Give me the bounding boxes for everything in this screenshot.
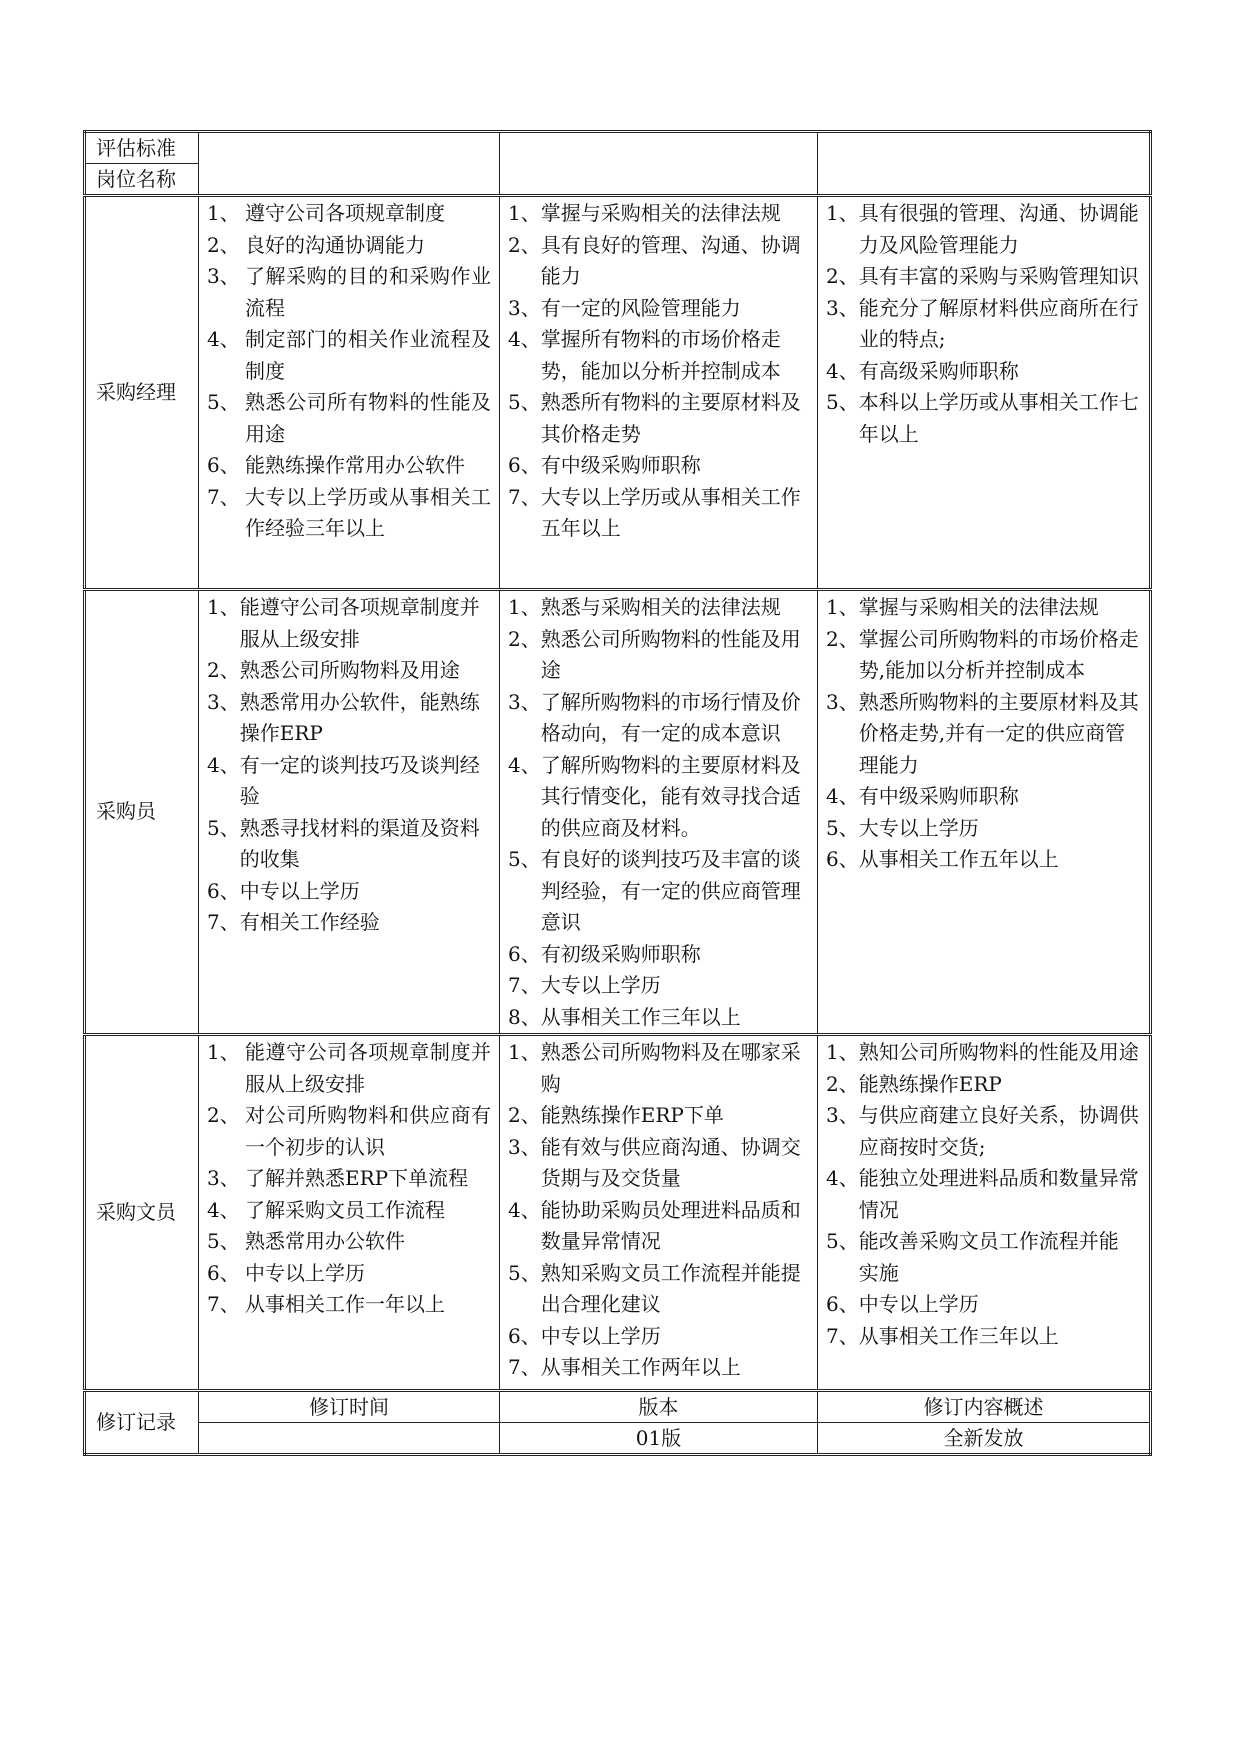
requirement-number: 3、 <box>207 1166 240 1190</box>
requirement-item <box>207 1289 491 1321</box>
requirement-item <box>508 450 809 482</box>
requirement-text: 有初级采购师职称 <box>540 941 701 966</box>
role-row-purchasing-manager <box>85 196 1151 590</box>
requirement-item <box>826 1226 1141 1289</box>
requirement-item <box>508 1195 809 1258</box>
requirement-text: 掌握与采购相关的法律法规 <box>540 201 781 225</box>
requirement-text: 了解并熟悉ERP下单流程 <box>245 1166 469 1190</box>
role-name: 采购经理 <box>85 196 199 590</box>
requirement-text: 有一定的风险管理能力 <box>540 295 741 320</box>
requirement-number: 5、 <box>508 390 541 414</box>
requirement-number: 1、 <box>207 595 240 619</box>
requirement-number: 2、 <box>826 626 859 651</box>
requirement-number: 6、 <box>207 1260 240 1285</box>
role-row-purchasing-clerk <box>85 1035 1151 1391</box>
header-cell-empty <box>199 132 500 196</box>
requirement-item <box>207 324 491 387</box>
requirement-item <box>207 750 491 813</box>
requirement-text: 熟悉常用办公软件，能熟练操作ERP <box>239 689 480 745</box>
requirement-item <box>826 198 1141 261</box>
requirement-text: 掌握公司所购物料的市场价格走势,能加以分析并控制成本 <box>858 626 1139 682</box>
requirement-number: 4、 <box>508 1197 541 1222</box>
requirement-item <box>207 1037 491 1100</box>
requirement-text: 能独立处理进料品质和数量异常情况 <box>858 1166 1139 1222</box>
requirement-text: 熟悉常用办公软件 <box>245 1229 405 1253</box>
requirement-text: 能熟练操作常用办公软件 <box>245 453 465 477</box>
requirement-number: 6、 <box>826 1292 859 1316</box>
requirement-number: 3、 <box>826 1103 859 1127</box>
requirement-number: 3、 <box>508 689 541 714</box>
requirement-number: 8、 <box>508 1004 541 1029</box>
requirement-text: 能协助采购员处理进料品质和数量异常情况 <box>540 1197 801 1253</box>
requirement-number: 7、 <box>207 1292 240 1316</box>
requirement-number: 3、 <box>207 264 240 288</box>
requirement-number: 5、 <box>826 390 859 414</box>
header-row <box>85 132 1151 164</box>
revision-row <box>85 1423 1151 1455</box>
requirement-number: 7、 <box>826 1323 859 1348</box>
requirement-text: 从事相关工作两年以上 <box>540 1355 741 1379</box>
requirement-item <box>508 844 809 939</box>
requirement-item <box>826 1069 1141 1101</box>
requirement-item <box>508 198 809 230</box>
requirement-number: 1、 <box>207 1040 240 1064</box>
requirement-item <box>508 293 809 325</box>
header-cell-empty <box>500 132 818 196</box>
requirement-number: 2、 <box>207 232 240 257</box>
requirement-text: 熟知采购文员工作流程并能提出合理化建议 <box>540 1260 801 1316</box>
requirement-text: 对公司所购物料和供应商有一个初步的认识 <box>245 1103 491 1159</box>
requirement-number: 2、 <box>826 264 859 288</box>
requirement-text: 能遵守公司各项规章制度并服从上级安排 <box>239 595 480 651</box>
revision-header-summary: 修订内容概述 <box>818 1391 1151 1423</box>
requirement-item <box>826 687 1141 782</box>
requirement-item <box>826 624 1141 687</box>
revision-header-time: 修订时间 <box>199 1391 500 1423</box>
requirement-item <box>207 482 491 545</box>
requirement-text: 大专以上学历 <box>540 973 661 997</box>
requirement-text: 大专以上学历 <box>858 815 979 840</box>
requirement-number: 7、 <box>207 484 240 509</box>
requirement-text: 能充分了解原材料供应商所在行业的特点; <box>858 295 1139 351</box>
requirement-item <box>826 781 1141 813</box>
requirement-text: 大专以上学历或从事相关工作五年以上 <box>540 484 801 540</box>
requirement-number: 5、 <box>826 1229 859 1253</box>
requirement-text: 从事相关工作三年以上 <box>858 1323 1059 1348</box>
header-cell-empty <box>818 132 1151 196</box>
requirement-item <box>508 1132 809 1195</box>
role-requirements <box>199 196 500 590</box>
requirement-number: 5、 <box>207 1229 240 1253</box>
role-name: 采购文员 <box>85 1035 199 1391</box>
requirement-item <box>207 261 491 324</box>
requirement-number: 6、 <box>508 453 541 477</box>
requirement-item <box>826 1037 1141 1069</box>
requirement-item <box>826 261 1141 293</box>
requirement-text: 中专以上学历 <box>239 878 360 903</box>
requirement-item <box>508 1037 809 1100</box>
requirement-number: 6、 <box>207 878 240 903</box>
requirement-item <box>508 750 809 845</box>
requirement-item <box>826 1163 1141 1226</box>
requirement-text: 中专以上学历 <box>858 1292 979 1316</box>
requirement-text: 熟悉公司所有物料的性能及用途 <box>245 390 491 446</box>
requirement-number: 3、 <box>508 295 541 320</box>
requirement-text: 熟悉公司所购物料及用途 <box>239 658 460 682</box>
revision-summary: 全新发放 <box>818 1423 1151 1455</box>
revision-header-row <box>85 1391 1151 1423</box>
requirement-text: 从事相关工作三年以上 <box>540 1004 741 1029</box>
requirement-text: 大专以上学历或从事相关工作经验三年以上 <box>245 484 491 540</box>
requirement-number: 7、 <box>207 910 240 934</box>
requirement-number: 2、 <box>207 658 240 682</box>
requirement-item <box>508 970 809 1002</box>
requirement-number: 4、 <box>207 752 240 777</box>
requirement-item <box>508 624 809 687</box>
requirement-item <box>207 387 491 450</box>
requirement-item <box>207 1195 491 1227</box>
requirement-item <box>207 1163 491 1195</box>
requirement-text: 熟悉与采购相关的法律法规 <box>540 595 781 619</box>
requirement-item <box>207 1226 491 1258</box>
requirement-number: 2、 <box>508 626 541 651</box>
requirement-text: 中专以上学历 <box>245 1260 365 1285</box>
requirement-text: 有中级采购师职称 <box>540 453 701 477</box>
requirement-number: 4、 <box>207 327 240 351</box>
role-requirements <box>500 590 818 1035</box>
requirement-number: 1、 <box>508 201 541 225</box>
role-requirements <box>500 196 818 590</box>
requirement-item <box>207 687 491 750</box>
evaluation-table <box>83 130 1152 1456</box>
requirement-text: 了解所购物料的市场行情及价格动向，有一定的成本意识 <box>540 689 801 745</box>
requirement-item <box>207 592 491 655</box>
requirement-item <box>508 1258 809 1321</box>
requirement-number: 2、 <box>508 1103 541 1127</box>
requirement-number: 5、 <box>826 815 859 840</box>
requirement-item <box>826 1100 1141 1163</box>
role-requirements <box>818 196 1151 590</box>
requirement-text: 从事相关工作五年以上 <box>858 847 1059 871</box>
requirement-item <box>207 1100 491 1163</box>
requirement-number: 4、 <box>826 784 859 808</box>
requirement-text: 有相关工作经验 <box>239 910 380 934</box>
role-requirements <box>199 590 500 1035</box>
role-requirements <box>818 1035 1151 1391</box>
requirement-item <box>508 687 809 750</box>
requirement-number: 7、 <box>508 1355 541 1379</box>
requirement-text: 熟悉所有物料的主要原材料及其价格走势 <box>540 390 801 446</box>
header-label-criteria: 评估标准 <box>85 132 199 164</box>
requirement-item <box>207 230 491 262</box>
requirement-item <box>508 482 809 545</box>
requirement-text: 有中级采购师职称 <box>858 784 1019 808</box>
revision-label: 修订记录 <box>85 1391 199 1455</box>
requirement-text: 有一定的谈判技巧及谈判经验 <box>239 752 480 808</box>
requirement-item <box>508 939 809 971</box>
requirement-number: 4、 <box>826 1166 859 1190</box>
requirement-item <box>508 1352 809 1384</box>
requirement-number: 6、 <box>508 941 541 966</box>
requirement-number: 5、 <box>508 847 541 871</box>
requirement-text: 与供应商建立良好关系，协调供应商按时交货; <box>858 1103 1139 1159</box>
requirement-text: 有高级采购师职称 <box>858 358 1019 383</box>
requirement-number: 2、 <box>826 1071 859 1096</box>
requirement-text: 能熟练操作ERP下单 <box>540 1103 724 1127</box>
requirement-item <box>826 813 1141 845</box>
requirement-text: 良好的沟通协调能力 <box>245 232 425 257</box>
revision-time <box>199 1423 500 1455</box>
requirement-item <box>508 1321 809 1353</box>
requirement-text: 熟悉公司所购物料及在哪家采购 <box>540 1040 801 1096</box>
requirement-number: 1、 <box>826 595 859 619</box>
requirement-text: 熟悉所购物料的主要原材料及其价格走势,并有一定的供应商管理能力 <box>858 689 1139 777</box>
requirement-number: 3、 <box>207 689 240 714</box>
requirement-item <box>207 907 491 939</box>
revision-header-version: 版本 <box>500 1391 818 1423</box>
requirement-text: 熟知公司所购物料的性能及用途 <box>858 1040 1139 1064</box>
header-label-position: 岗位名称 <box>85 164 199 196</box>
requirement-number: 6、 <box>207 453 240 477</box>
role-requirements <box>199 1035 500 1391</box>
requirement-number: 6、 <box>826 847 859 871</box>
requirement-text: 能熟练操作ERP <box>858 1071 1002 1096</box>
requirement-number: 4、 <box>207 1197 240 1222</box>
requirement-number: 2、 <box>207 1103 240 1127</box>
requirement-number: 4、 <box>508 752 541 777</box>
requirement-item <box>508 592 809 624</box>
requirement-text: 遵守公司各项规章制度 <box>245 201 445 225</box>
requirement-item <box>207 198 491 230</box>
requirement-number: 1、 <box>207 201 240 225</box>
requirement-item <box>826 844 1141 876</box>
requirement-item <box>207 450 491 482</box>
requirement-item <box>508 230 809 293</box>
requirement-text: 具有良好的管理、沟通、协调能力 <box>540 232 801 288</box>
requirement-item <box>826 293 1141 356</box>
requirement-text: 能有效与供应商沟通、协调交货期与及交货量 <box>540 1134 801 1190</box>
requirement-text: 能改善采购文员工作流程并能 实施 <box>858 1229 1119 1285</box>
requirement-item <box>826 1289 1141 1321</box>
requirement-number: 2、 <box>508 232 541 257</box>
requirement-item <box>508 387 809 450</box>
requirement-text: 了解采购文员工作流程 <box>245 1197 445 1222</box>
requirement-item <box>207 655 491 687</box>
requirement-text: 从事相关工作一年以上 <box>245 1292 445 1316</box>
role-row-purchaser <box>85 590 1151 1035</box>
requirement-item <box>826 387 1141 450</box>
requirement-text: 熟悉寻找材料的渠道及资料的收集 <box>239 815 480 871</box>
requirement-number: 6、 <box>508 1323 541 1348</box>
requirement-item <box>826 356 1141 388</box>
role-name: 采购员 <box>85 590 199 1035</box>
requirement-item <box>207 813 491 876</box>
requirement-number: 1、 <box>826 201 859 225</box>
revision-version: 01版 <box>500 1423 818 1455</box>
requirement-number: 1、 <box>508 1040 541 1064</box>
requirement-number: 4、 <box>826 358 859 383</box>
requirement-item <box>207 876 491 908</box>
requirement-text: 能遵守公司各项规章制度并服从上级安排 <box>245 1040 491 1096</box>
requirement-text: 熟悉公司所购物料的性能及用途 <box>540 626 801 682</box>
requirement-item <box>508 324 809 387</box>
requirement-text: 有良好的谈判技巧及丰富的谈判经验，有一定的供应商管理意识 <box>540 847 801 934</box>
requirement-text: 掌握所有物料的市场价格走势，能加以分析并控制成本 <box>540 327 781 383</box>
requirement-number: 7、 <box>508 484 541 509</box>
requirement-text: 具有丰富的采购与采购管理知识 <box>858 264 1139 288</box>
role-requirements <box>500 1035 818 1391</box>
requirement-number: 1、 <box>508 595 541 619</box>
requirement-text: 制定部门的相关作业流程及制度 <box>245 327 491 383</box>
requirement-number: 5、 <box>508 1260 541 1285</box>
requirement-item <box>508 1100 809 1132</box>
requirement-item <box>508 1002 809 1034</box>
requirement-number: 3、 <box>826 295 859 320</box>
requirement-text: 了解采购的目的和采购作业流程 <box>245 264 491 320</box>
requirement-text: 中专以上学历 <box>540 1323 661 1348</box>
requirement-item <box>207 1258 491 1290</box>
requirement-item <box>826 592 1141 624</box>
requirement-text: 本科以上学历或从事相关工作七年以上 <box>858 390 1139 446</box>
requirement-text: 具有很强的管理、沟通、协调能力及风险管理能力 <box>858 201 1139 257</box>
requirement-text: 了解所购物料的主要原材料及其行情变化，能有效寻找合适的供应商及材料。 <box>540 752 801 840</box>
requirement-text: 掌握与采购相关的法律法规 <box>858 595 1099 619</box>
requirement-number: 3、 <box>508 1134 541 1159</box>
requirement-number: 3、 <box>826 689 859 714</box>
requirement-number: 7、 <box>508 973 541 997</box>
requirement-number: 4、 <box>508 327 541 351</box>
requirement-number: 5、 <box>207 390 240 414</box>
role-requirements <box>818 590 1151 1035</box>
requirement-item <box>826 1321 1141 1353</box>
requirement-number: 1、 <box>826 1040 859 1064</box>
requirement-number: 5、 <box>207 815 240 840</box>
